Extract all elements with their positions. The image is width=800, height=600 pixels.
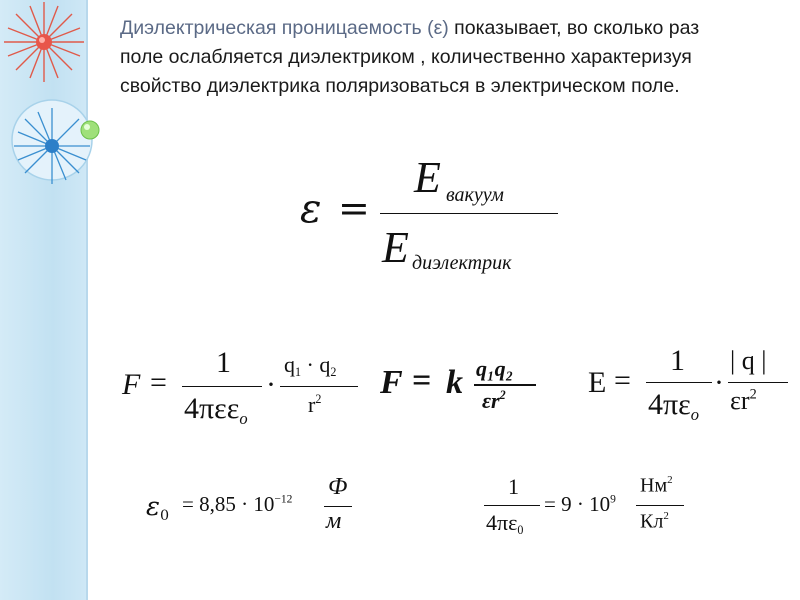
charges-product: $q_1 \cdot q_2$ xyxy=(284,352,337,380)
denominator-4pi-eps: 4πεε$_o$ xyxy=(184,392,248,428)
numerator-subscript: вакуум xyxy=(446,184,504,206)
unit-farad: Ф xyxy=(328,474,348,500)
unit-meter: м xyxy=(326,508,342,534)
dot-operator: · xyxy=(266,368,276,401)
fraction-bar xyxy=(474,384,536,386)
fraction-bar-2 xyxy=(636,505,684,506)
field-symbol: E xyxy=(588,366,607,399)
epsilon0-symbol: $\varepsilon_0$ xyxy=(146,492,170,524)
fraction-bar xyxy=(646,382,712,383)
fraction-bar-2 xyxy=(728,382,788,383)
numerator-E: E xyxy=(414,153,441,202)
definition-text: показывает, во сколько раз поле ослабляется диэлектриком , количественно характеризуя свойство диэлектрика поляризоваться в электрическом поле. xyxy=(120,17,700,97)
denominator-4pi-eps0: $4\pi\varepsilon_0$ xyxy=(486,510,524,538)
distance-squared: $r^2$ xyxy=(308,392,322,418)
definition-paragraph xyxy=(120,14,710,101)
charge-abs: | q | xyxy=(730,346,767,375)
dot-operator: · xyxy=(714,366,724,399)
unit-denominator: $Кл^2$ xyxy=(640,510,669,533)
equals-sign: = xyxy=(412,362,432,399)
denominator-subscript: диэлектрик xyxy=(412,252,512,274)
equals-sign: = xyxy=(150,366,167,399)
fraction-bar xyxy=(380,213,558,214)
epsilon0-value: = $8,85 \cdot 10^{-12}$ xyxy=(182,492,293,516)
denominator-4pi-eps: $4\pi\varepsilon_o$ xyxy=(648,388,699,424)
fraction-bar xyxy=(324,506,352,507)
field-lines-illustration xyxy=(0,0,110,200)
epsilon-symbol: ε xyxy=(300,186,322,232)
eps-r-squared: $\varepsilon r^2$ xyxy=(730,386,757,415)
eps-r-squared: $\varepsilon r^2$ xyxy=(482,388,506,414)
equals-sign: = xyxy=(614,364,631,397)
numerator-one: 1 xyxy=(216,346,231,379)
coulomb-constant: k xyxy=(446,364,463,401)
constant-value: = $9 \cdot 10^9$ xyxy=(544,492,616,516)
numerator-one: 1 xyxy=(508,474,519,499)
fraction-bar xyxy=(484,505,540,506)
unit-numerator: $Нм^2$ xyxy=(640,474,673,497)
numerator-one: 1 xyxy=(670,344,685,377)
denominator-E: E xyxy=(382,223,409,272)
equals-sign: = xyxy=(338,186,370,230)
term-highlight: Диэлектрическая проницаемость (ε) xyxy=(120,17,449,39)
force-symbol: F xyxy=(122,368,141,401)
force-symbol-bold: F xyxy=(380,364,403,401)
fraction-bar xyxy=(182,386,262,387)
green-ball-icon xyxy=(81,121,99,139)
fraction-bar-2 xyxy=(280,386,358,387)
charges-product-bold: q₁q₂ xyxy=(476,356,514,381)
